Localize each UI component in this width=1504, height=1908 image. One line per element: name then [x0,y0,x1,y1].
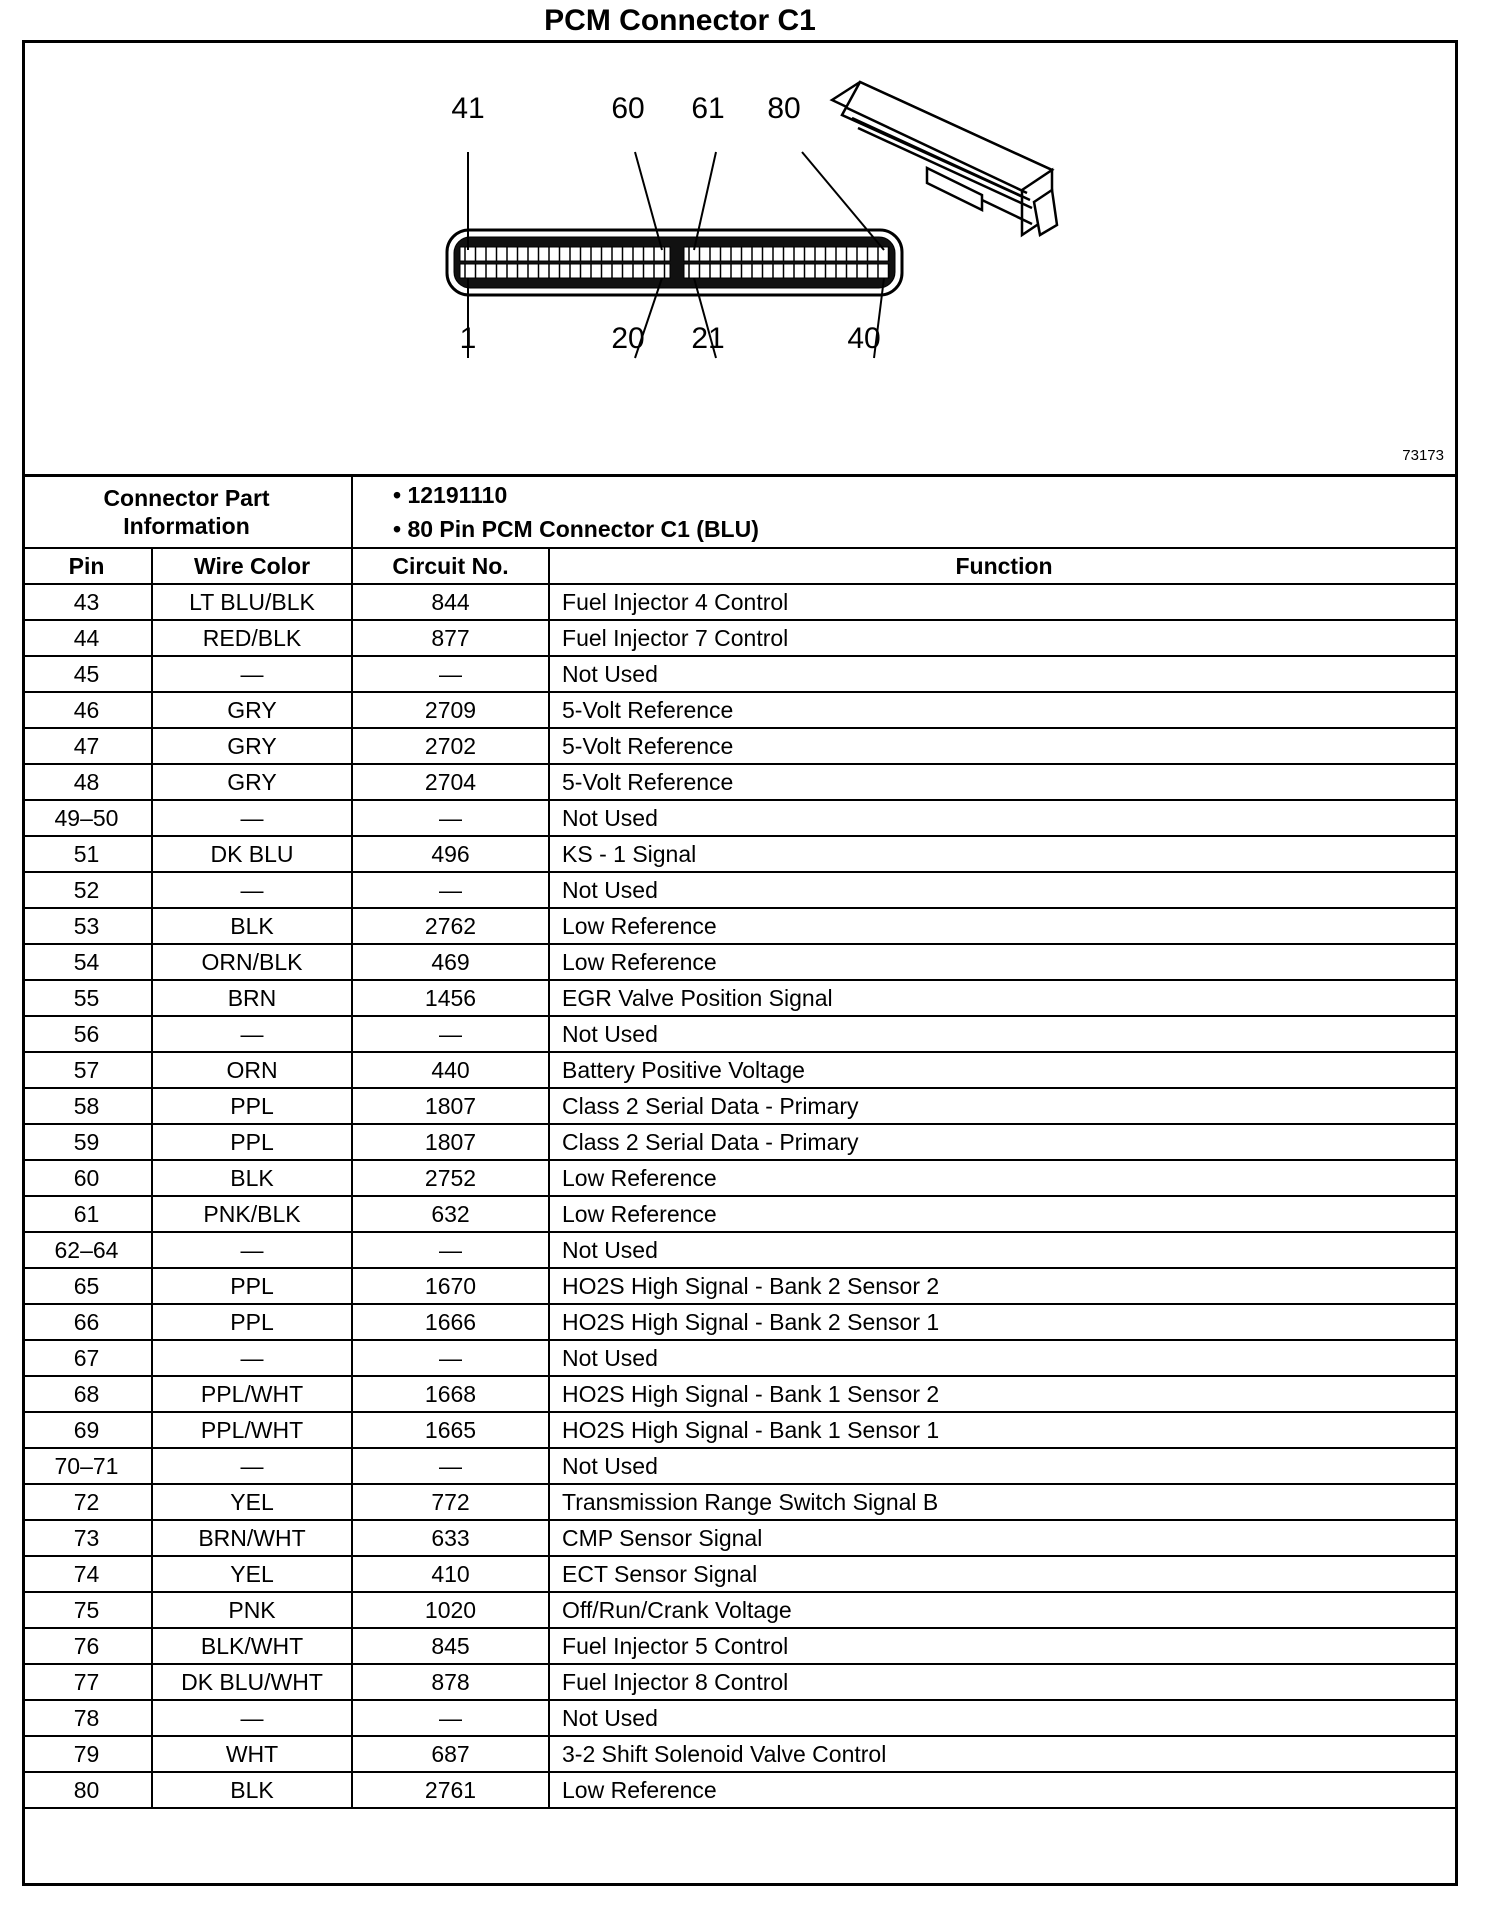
figure-number: 73173 [1402,447,1444,464]
connector-info-row [22,477,1458,548]
function-cell: CMP Sensor Signal [549,1520,1458,1556]
table-row [22,1412,1458,1448]
pin-cell: 73 [22,1520,152,1556]
table-row [22,1268,1458,1304]
pin-cell: 78 [22,1700,152,1736]
table-row [22,692,1458,728]
function-cell: 5-Volt Reference [549,764,1458,800]
table-row [22,1160,1458,1196]
pin-cell: 74 [22,1556,152,1592]
wire-color-cell: PPL [152,1088,352,1124]
pin-label-60: 60 [611,92,645,125]
wire-color-cell: GRY [152,692,352,728]
header-pin: Pin [22,548,152,584]
pin-label-41: 41 [451,92,485,125]
table-row [22,1232,1458,1268]
circuit-cell: 1670 [352,1268,549,1304]
circuit-cell: 878 [352,1664,549,1700]
table-row [22,656,1458,692]
connector-diagram [22,40,1458,477]
pin-cell: 45 [22,656,152,692]
function-cell: Fuel Injector 5 Control [549,1628,1458,1664]
circuit-cell: 410 [352,1556,549,1592]
header-circuit-no: Circuit No. [352,548,549,584]
wire-color-cell: PPL/WHT [152,1376,352,1412]
circuit-cell: 1666 [352,1304,549,1340]
pin-cell: 72 [22,1484,152,1520]
circuit-cell: 1665 [352,1412,549,1448]
pin-cell: 62–64 [22,1232,152,1268]
circuit-cell: 844 [352,584,549,620]
wire-color-cell: BLK [152,1772,352,1808]
connector-info-label-line2: Information [123,513,250,539]
pin-cell: 65 [22,1268,152,1304]
pin-row-upper-right [684,247,889,261]
pin-cell: 51 [22,836,152,872]
function-cell: Not Used [549,1232,1458,1268]
function-cell: Fuel Injector 8 Control [549,1664,1458,1700]
connector-info-label [22,477,352,548]
function-cell: Not Used [549,656,1458,692]
pin-label-20: 20 [611,322,645,355]
wire-color-cell: — [152,1448,352,1484]
wire-color-cell: — [152,1340,352,1376]
table-row [22,1484,1458,1520]
connector-face [454,237,895,288]
wire-color-cell: PPL [152,1268,352,1304]
wire-color-cell: LT BLU/BLK [152,584,352,620]
circuit-cell: — [352,1448,549,1484]
function-cell: 3-2 Shift Solenoid Valve Control [549,1736,1458,1772]
table-row [22,1736,1458,1772]
table-row [22,1700,1458,1736]
function-cell: Low Reference [549,1196,1458,1232]
function-cell: HO2S High Signal - Bank 1 Sensor 1 [549,1412,1458,1448]
function-cell: Not Used [549,1448,1458,1484]
circuit-cell: 845 [352,1628,549,1664]
wire-color-cell: — [152,872,352,908]
wire-color-cell: YEL [152,1556,352,1592]
pinout-table [22,477,1458,1809]
pin-cell: 76 [22,1628,152,1664]
pin-label-21: 21 [691,322,725,355]
connector-description: • 80 Pin PCM Connector C1 (BLU) [393,516,759,542]
function-cell: HO2S High Signal - Bank 2 Sensor 1 [549,1304,1458,1340]
pin-cell: 57 [22,1052,152,1088]
pin-label-40: 40 [847,322,881,355]
wire-color-cell: BLK [152,1160,352,1196]
circuit-cell: 2761 [352,1772,549,1808]
circuit-cell: — [352,1700,549,1736]
table-row [22,1448,1458,1484]
function-cell: Transmission Range Switch Signal B [549,1484,1458,1520]
circuit-cell: 496 [352,836,549,872]
function-cell: Not Used [549,1016,1458,1052]
function-cell: Fuel Injector 7 Control [549,620,1458,656]
function-cell: 5-Volt Reference [549,692,1458,728]
function-cell: KS - 1 Signal [549,836,1458,872]
circuit-cell: 633 [352,1520,549,1556]
pin-cell: 70–71 [22,1448,152,1484]
function-cell: EGR Valve Position Signal [549,980,1458,1016]
circuit-cell: 772 [352,1484,549,1520]
circuit-cell: 632 [352,1196,549,1232]
table-row [22,1304,1458,1340]
circuit-cell: — [352,656,549,692]
pin-cell: 60 [22,1160,152,1196]
table-row [22,1664,1458,1700]
circuit-cell: 2752 [352,1160,549,1196]
function-cell: Low Reference [549,908,1458,944]
page-title: PCM Connector C1 [544,4,816,37]
pin-row-upper-left [460,247,670,261]
table-row [22,1088,1458,1124]
function-cell: Off/Run/Crank Voltage [549,1592,1458,1628]
function-cell: Class 2 Serial Data - Primary [549,1088,1458,1124]
wire-color-cell: RED/BLK [152,620,352,656]
wire-color-cell: DK BLU/WHT [152,1664,352,1700]
table-row [22,584,1458,620]
circuit-cell: 1456 [352,980,549,1016]
pin-cell: 48 [22,764,152,800]
wire-color-cell: BRN [152,980,352,1016]
pin-label-1: 1 [459,322,477,355]
function-cell: 5-Volt Reference [549,728,1458,764]
circuit-cell: 1807 [352,1124,549,1160]
function-cell: Low Reference [549,1160,1458,1196]
connector-illustration [22,40,1458,477]
pin-cell: 69 [22,1412,152,1448]
table-row [22,1196,1458,1232]
header-function: Function [549,548,1458,584]
wire-color-cell: PPL [152,1304,352,1340]
pin-label-61: 61 [691,92,725,125]
function-cell: Class 2 Serial Data - Primary [549,1124,1458,1160]
wire-color-cell: YEL [152,1484,352,1520]
function-cell: HO2S High Signal - Bank 2 Sensor 2 [549,1268,1458,1304]
circuit-cell: — [352,800,549,836]
wire-color-cell: ORN/BLK [152,944,352,980]
table-row [22,872,1458,908]
wire-color-cell: — [152,800,352,836]
wire-color-cell: PPL/WHT [152,1412,352,1448]
pin-cell: 53 [22,908,152,944]
function-cell: HO2S High Signal - Bank 1 Sensor 2 [549,1376,1458,1412]
pin-cell: 47 [22,728,152,764]
table-row [22,1556,1458,1592]
circuit-cell: — [352,1340,549,1376]
pin-cell: 68 [22,1376,152,1412]
wire-color-cell: WHT [152,1736,352,1772]
pin-cell: 79 [22,1736,152,1772]
table-row [22,800,1458,836]
connector-info-items [352,477,1458,548]
wire-color-cell: — [152,1700,352,1736]
function-cell: Not Used [549,1340,1458,1376]
wire-color-cell: BRN/WHT [152,1520,352,1556]
circuit-cell: 687 [352,1736,549,1772]
pin-cell: 67 [22,1340,152,1376]
circuit-cell: 1807 [352,1088,549,1124]
function-cell: Low Reference [549,1772,1458,1808]
wire-color-cell: BLK/WHT [152,1628,352,1664]
wire-color-cell: — [152,1016,352,1052]
pin-row-lower-right [684,264,889,278]
pin-cell: 44 [22,620,152,656]
header-wire-color: Wire Color [152,548,352,584]
wire-color-cell: ORN [152,1052,352,1088]
pin-cell: 58 [22,1088,152,1124]
circuit-cell: 1668 [352,1376,549,1412]
circuit-cell: 469 [352,944,549,980]
circuit-cell: 2704 [352,764,549,800]
function-cell: Not Used [549,800,1458,836]
wire-color-cell: PPL [152,1124,352,1160]
pin-cell: 55 [22,980,152,1016]
circuit-cell: — [352,872,549,908]
table-row [22,764,1458,800]
wire-color-cell: — [152,1232,352,1268]
circuit-cell: 2702 [352,728,549,764]
wire-color-cell: — [152,656,352,692]
table-row [22,1124,1458,1160]
pin-cell: 77 [22,1664,152,1700]
pin-cell: 54 [22,944,152,980]
table-row [22,728,1458,764]
pin-cell: 66 [22,1304,152,1340]
table-row [22,1520,1458,1556]
pin-cell: 59 [22,1124,152,1160]
pin-cell: 52 [22,872,152,908]
table-row [22,620,1458,656]
pin-row-lower-left [460,264,670,278]
function-cell: Low Reference [549,944,1458,980]
circuit-cell: 877 [352,620,549,656]
table-row [22,1376,1458,1412]
pin-cell: 75 [22,1592,152,1628]
table-row [22,944,1458,980]
wire-color-cell: PNK/BLK [152,1196,352,1232]
table-row [22,836,1458,872]
pin-cell: 43 [22,584,152,620]
circuit-cell: 440 [352,1052,549,1088]
wire-color-cell: BLK [152,908,352,944]
function-cell: Fuel Injector 4 Control [549,584,1458,620]
pin-cell: 49–50 [22,800,152,836]
table-row [22,908,1458,944]
circuit-cell: 1020 [352,1592,549,1628]
pin-cell: 80 [22,1772,152,1808]
table-row [22,1772,1458,1808]
circuit-cell: — [352,1016,549,1052]
wire-color-cell: GRY [152,764,352,800]
wire-color-cell: GRY [152,728,352,764]
function-cell: ECT Sensor Signal [549,1556,1458,1592]
pin-label-80: 80 [767,92,801,125]
wire-color-cell: PNK [152,1592,352,1628]
table-row [22,1052,1458,1088]
pin-cell: 56 [22,1016,152,1052]
pin-cell: 46 [22,692,152,728]
circuit-cell: 2762 [352,908,549,944]
table-row [22,1016,1458,1052]
table-header-row [22,548,1458,584]
table-row [22,980,1458,1016]
table-row [22,1592,1458,1628]
table-row [22,1340,1458,1376]
function-cell: Not Used [549,1700,1458,1736]
connector-3d-sketch [832,82,1057,235]
function-cell: Battery Positive Voltage [549,1052,1458,1088]
connector-info-label-line1: Connector Part [103,485,270,511]
pin-cell: 61 [22,1196,152,1232]
table-row [22,1628,1458,1664]
circuit-cell: — [352,1232,549,1268]
function-cell: Not Used [549,872,1458,908]
circuit-cell: 2709 [352,692,549,728]
wire-color-cell: DK BLU [152,836,352,872]
connector-part-number: • 12191110 [393,482,508,508]
